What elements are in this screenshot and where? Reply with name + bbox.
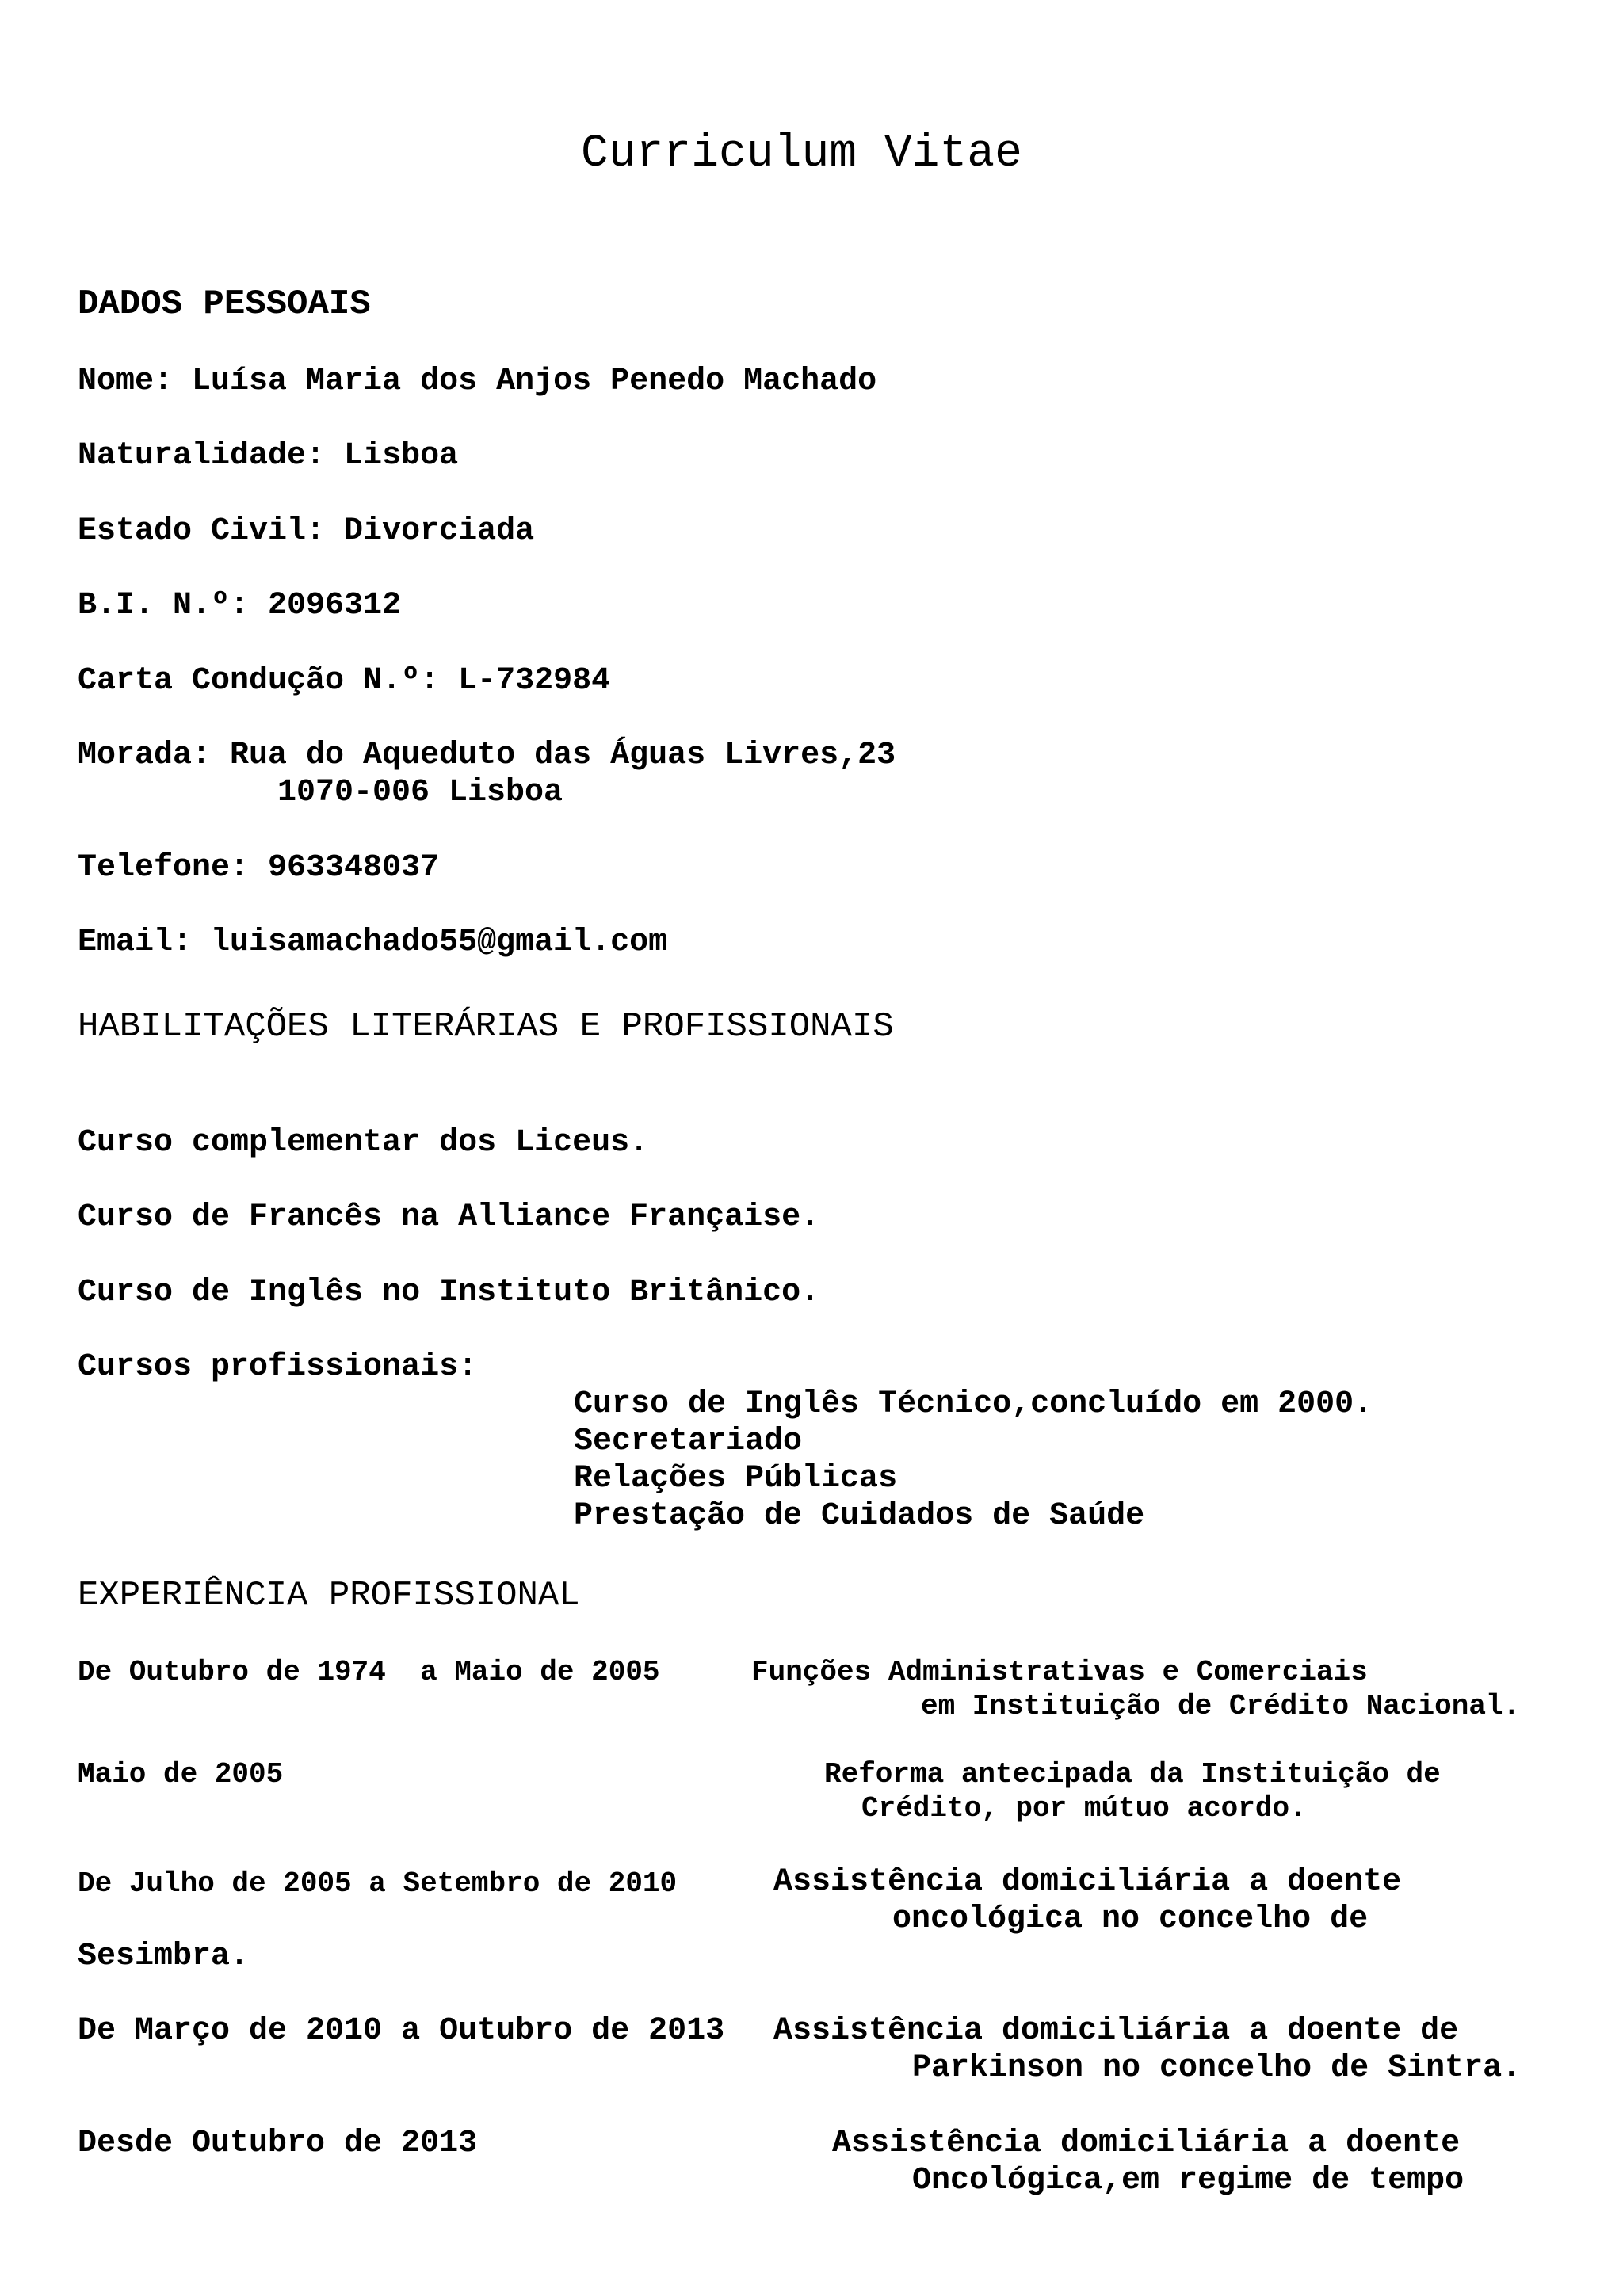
personal-bi: B.I. N.º: 2096312 <box>78 588 402 624</box>
experience-period: De Julho de 2005 a Setembro de 2010 <box>78 1867 678 1900</box>
education-item: Curso de Francês na Alliance Française. <box>78 1199 820 1235</box>
section-heading-education: HABILITAÇÕES LITERÁRIAS E PROFISSIONAIS <box>78 1007 894 1047</box>
education-prof-item: Secretariado <box>574 1424 803 1459</box>
section-heading-experience: EXPERIÊNCIA PROFISSIONAL <box>78 1576 580 1615</box>
experience-description: Oncológica,em regime de tempo <box>912 2163 1465 2199</box>
education-prof-item: Prestação de Cuidados de Saúde <box>574 1498 1145 1534</box>
experience-period: De Outubro de 1974 a Maio de 2005 <box>78 1656 660 1688</box>
personal-morada-line-2: 1070-006 Lisboa <box>277 775 563 810</box>
experience-period: De Março de 2010 a Outubro de 2013 <box>78 2013 725 2049</box>
experience-description: Assistência domiciliária a doente <box>832 2126 1461 2161</box>
education-prof-item: Relações Públicas <box>574 1461 898 1497</box>
personal-telefone: Telefone: 963348037 <box>78 850 440 886</box>
experience-description: em Instituição de Crédito Nacional. <box>921 1690 1521 1722</box>
document-title: Curriculum Vitae <box>581 128 1022 180</box>
experience-description: Sesimbra. <box>78 1939 250 1974</box>
education-item: Curso de Inglês no Instituto Britânico. <box>78 1275 820 1310</box>
personal-email: Email: luisamachado55@gmail.com <box>78 925 668 960</box>
experience-period: Desde Outubro de 2013 <box>78 2126 478 2161</box>
experience-description: Funções Administrativas e Comerciais <box>751 1656 1368 1688</box>
experience-description: oncológica no concelho de <box>892 1901 1369 1937</box>
experience-description: Reforma antecipada da Instituição de <box>824 1758 1441 1791</box>
experience-description: Assistência domiciliária a doente <box>773 1864 1402 1900</box>
personal-estado-civil: Estado Civil: Divorciada <box>78 513 535 549</box>
education-prof-item: Curso de Inglês Técnico,concluído em 2000. <box>574 1386 1373 1422</box>
experience-period: Maio de 2005 <box>78 1758 284 1791</box>
education-item: Curso complementar dos Liceus. <box>78 1125 649 1161</box>
experience-description: Parkinson no concelho de Sintra. <box>912 2050 1522 2086</box>
education-prof-label: Cursos profissionais: <box>78 1349 478 1385</box>
personal-carta: Carta Condução N.º: L-732984 <box>78 663 611 699</box>
experience-description: Crédito, por mútuo acordo. <box>861 1792 1307 1825</box>
experience-description: Assistência domiciliária a doente de <box>773 2013 1459 2049</box>
personal-nome: Nome: Luísa Maria dos Anjos Penedo Machado <box>78 364 877 399</box>
personal-morada-line-1: Morada: Rua do Aqueduto das Águas Livres,23 <box>78 738 896 773</box>
personal-naturalidade: Naturalidade: Lisboa <box>78 438 459 474</box>
section-heading-personal: DADOS PESSOAIS <box>78 284 371 324</box>
